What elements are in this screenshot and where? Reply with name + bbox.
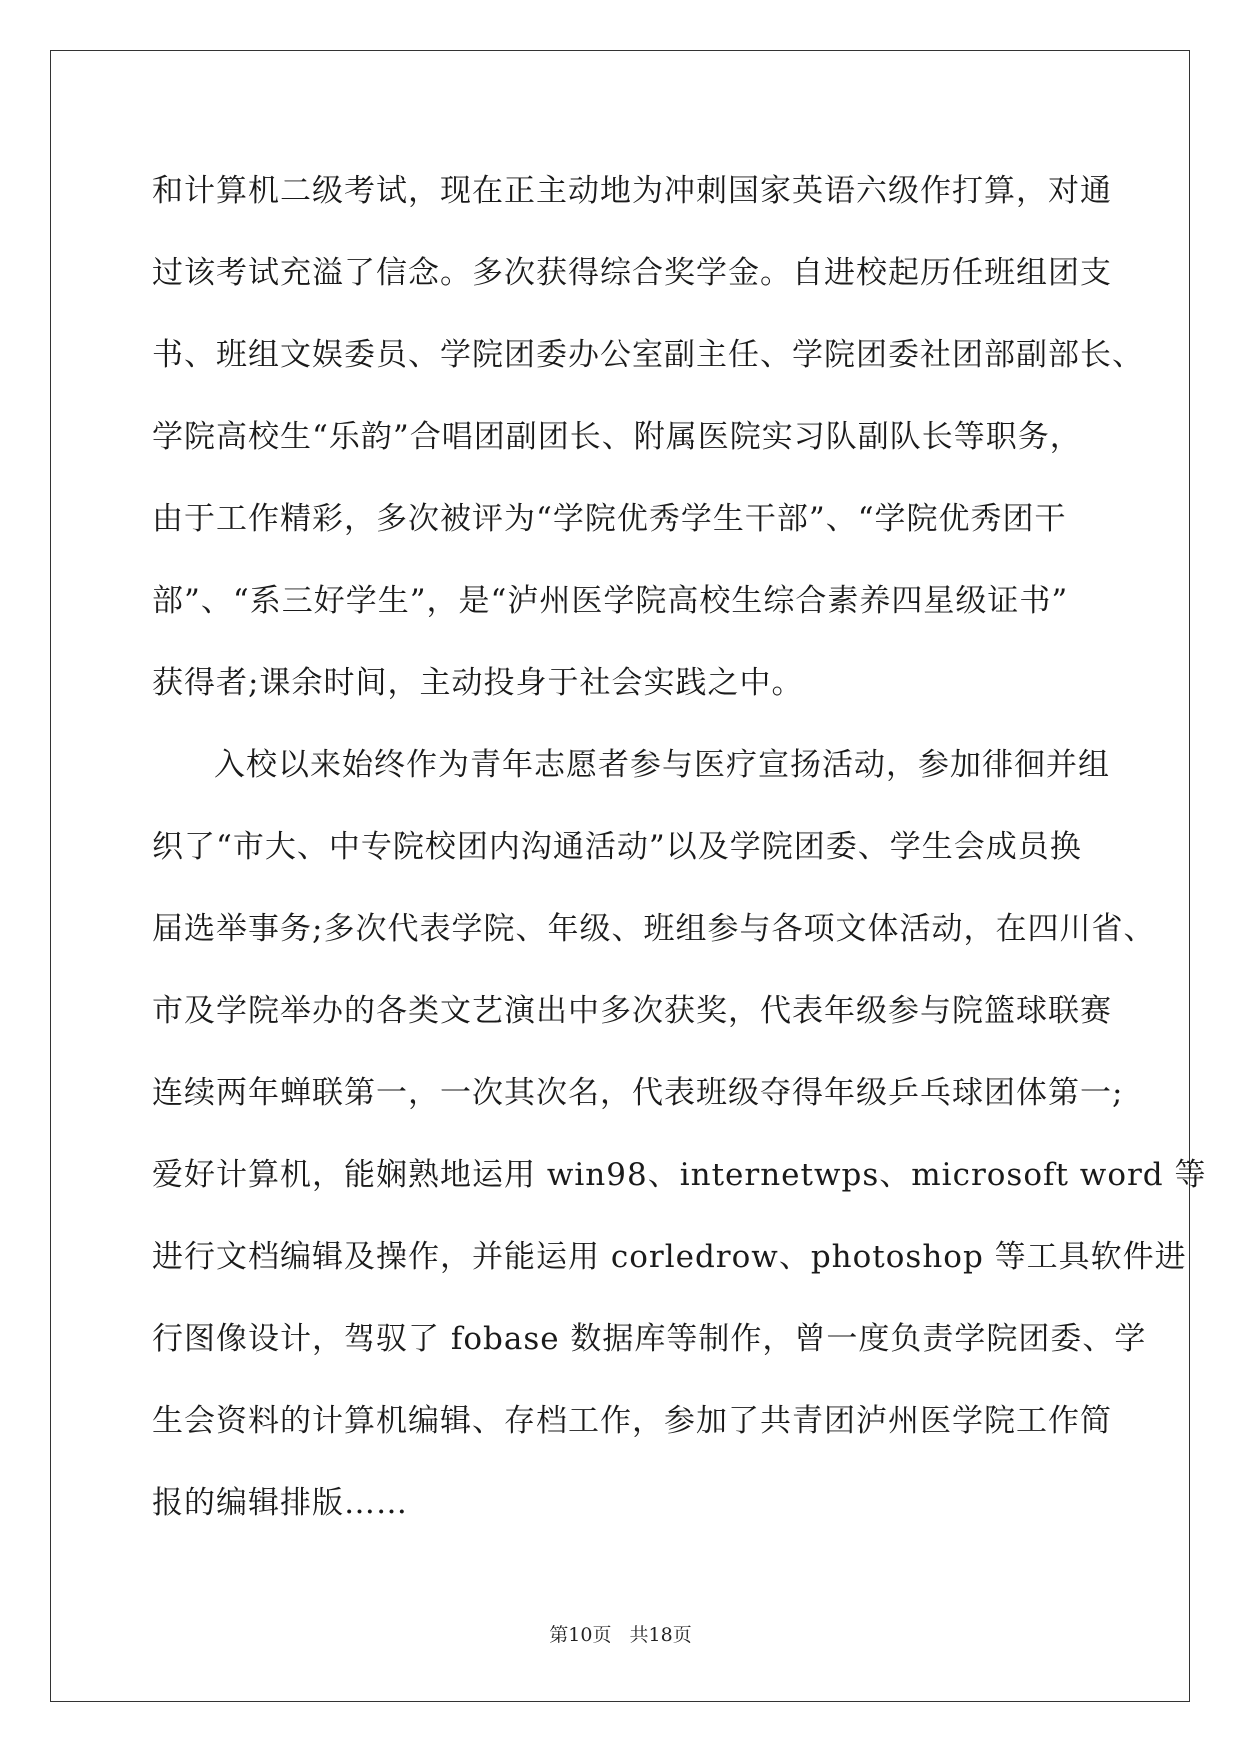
text-line: 织了“市大、中专院校团内沟通活动”以及学院团委、学生会成员换 (152, 829, 1082, 865)
text-line: 学院高校生“乐韵”合唱团副团长、附属医院实习队副队长等职务， (152, 419, 1082, 455)
page-footer (0, 1620, 1241, 1647)
text-line: 行图像设计，驾驭了 fobase 数据库等制作，曾一度负责学院团委、学 (152, 1321, 1147, 1357)
text-line: 和计算机二级考试，现在正主动地为冲刺国家英语六级作打算，对通 (152, 173, 1112, 209)
page-total: 共18页 (629, 1624, 692, 1646)
text-line: 报的编辑排版…… (152, 1485, 408, 1521)
page-number: 第10页 (549, 1624, 612, 1646)
text-line: 爱好计算机，能娴熟地运用 win98、internetwps、microsoft word 等 (152, 1157, 1207, 1193)
text-line: 生会资料的计算机编辑、存档工作，参加了共青团泸州医学院工作简 (152, 1403, 1112, 1439)
text-line: 书、班组文娱委员、学院团委办公室副主任、学院团委社团部副部长、 (152, 337, 1144, 373)
text-line: 进行文档编辑及操作，并能运用 corledrow、photoshop 等工具软件进 (152, 1239, 1187, 1275)
text-line: 届选举事务;多次代表学院、年级、班组参与各项文体活动，在四川省、 (152, 911, 1156, 947)
text-line: 连续两年蝉联第一，一次其次名，代表班级夺得年级乒乓球团体第一; (152, 1075, 1124, 1111)
text-line: 市及学院举办的各类文艺演出中多次获奖，代表年级参与院篮球联赛 (152, 993, 1112, 1029)
text-line: 部”、“系三好学生”，是“泸州医学院高校生综合素养四星级证书” (152, 583, 1069, 619)
text-line: 获得者;课余时间，主动投身于社会实践之中。 (152, 665, 804, 701)
body-text (152, 163, 1207, 1557)
text-line: 过该考试充溢了信念。多次获得综合奖学金。自进校起历任班组团支 (152, 255, 1112, 291)
paragraph-start-line: 入校以来始终作为青年志愿者参与医疗宣扬活动，参加徘徊并组 (214, 747, 1110, 783)
text-line: 由于工作精彩，多次被评为“学院优秀学生干部”、“学院优秀团干 (152, 501, 1067, 537)
